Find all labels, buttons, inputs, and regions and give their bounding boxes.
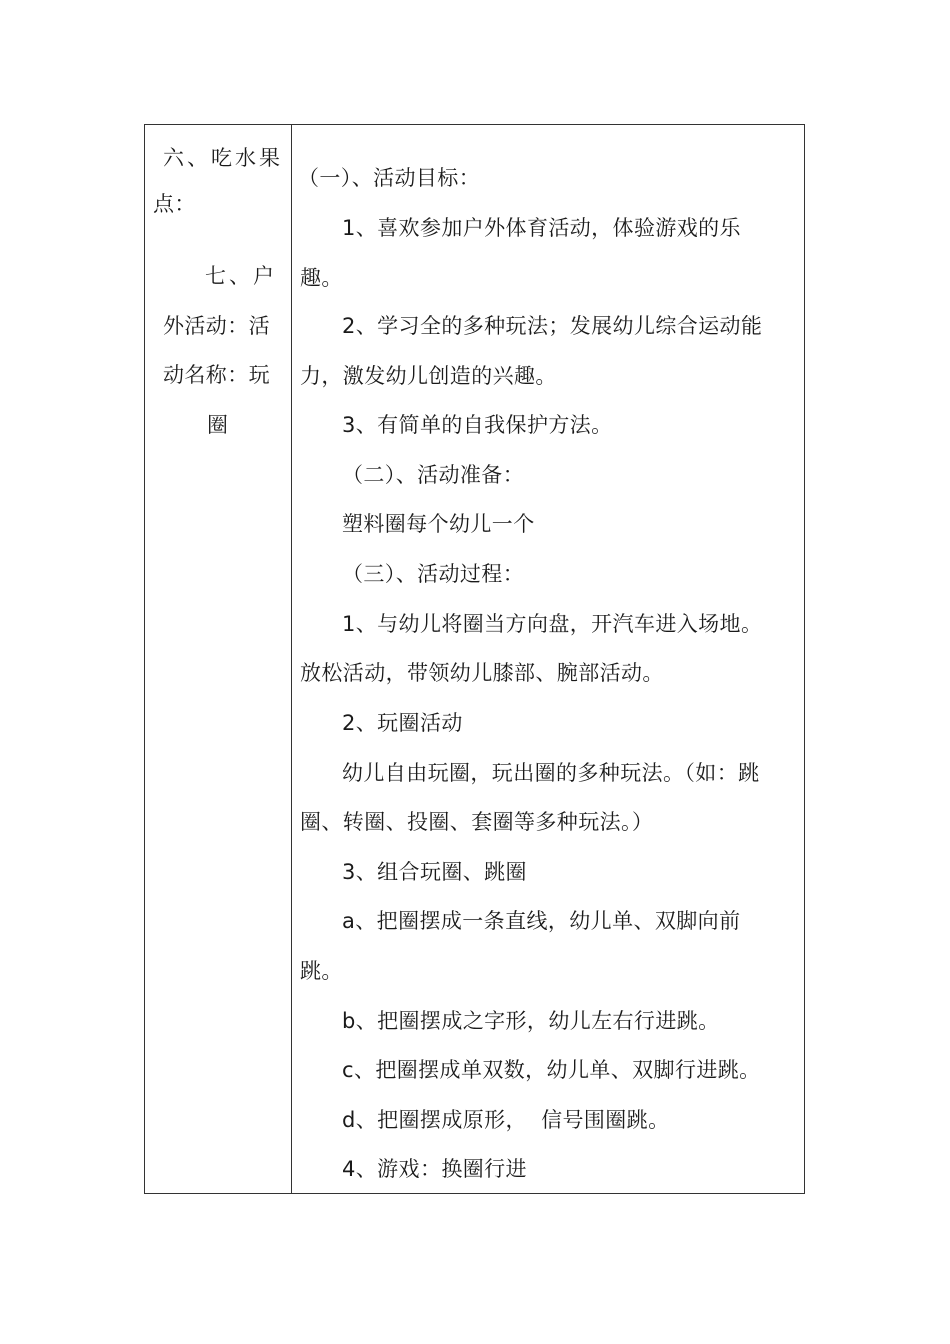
process-a-line-1: a、把圈摆成一条直线，幼儿单、双脚向前 (342, 909, 741, 933)
right-cell (292, 125, 804, 1193)
process-2: 2、玩圈活动 (342, 711, 463, 735)
goal-2-line-2: 力，激发幼儿创造的兴趣。 (300, 364, 557, 388)
process-a-line-2: 跳。 (300, 959, 343, 983)
lesson-table (144, 124, 805, 1194)
left-cell (145, 125, 291, 1193)
left-line-4: 外活动：活 (163, 314, 270, 338)
process-4: 4、游戏：换圈行进 (342, 1157, 527, 1181)
goal-1-line-2: 趣。 (300, 266, 343, 290)
left-line-5: 动名称：玩 (163, 363, 270, 387)
goal-2-line-1: 2、学习全的多种玩法；发展幼儿综合运动能 (342, 314, 763, 338)
goal-3: 3、有简单的自我保护方法。 (342, 413, 613, 437)
section-heading-process: （三）、活动过程： (342, 562, 525, 586)
prep-text: 塑料圈每个幼儿一个 (342, 512, 535, 536)
goal-1-line-1: 1、喜欢参加户外体育活动，体验游戏的乐 (342, 216, 741, 240)
left-line-3: 七、户 (205, 264, 277, 288)
process-b: b、把圈摆成之字形，幼儿左右行进跳。 (342, 1009, 720, 1033)
process-2-detail-line-2: 圈、转圈、投圈、套圈等多种玩法。） (300, 810, 654, 834)
process-d: d、把圈摆成原形， 信号围圈跳。 (342, 1108, 670, 1132)
process-c: c、把圈摆成单双数，幼儿单、双脚行进跳。 (342, 1058, 761, 1082)
process-2-detail-line-1: 幼儿自由玩圈，玩出圈的多种玩法。（如：跳 (342, 761, 760, 785)
section-heading-prep: （二）、活动准备： (342, 463, 525, 487)
process-1-line-1: 1、与幼儿将圈当方向盘，开汽车进入场地。 (342, 612, 763, 636)
section-heading-goals: （一）、活动目标： (298, 166, 481, 190)
left-line-1: 六、吃水果 (163, 146, 283, 170)
process-1-line-2: 放松活动，带领幼儿膝部、腕部活动。 (300, 661, 664, 685)
left-line-6: 圈 (207, 413, 229, 437)
process-3: 3、组合玩圈、跳圈 (342, 860, 527, 884)
left-line-2: 点： (153, 192, 196, 216)
